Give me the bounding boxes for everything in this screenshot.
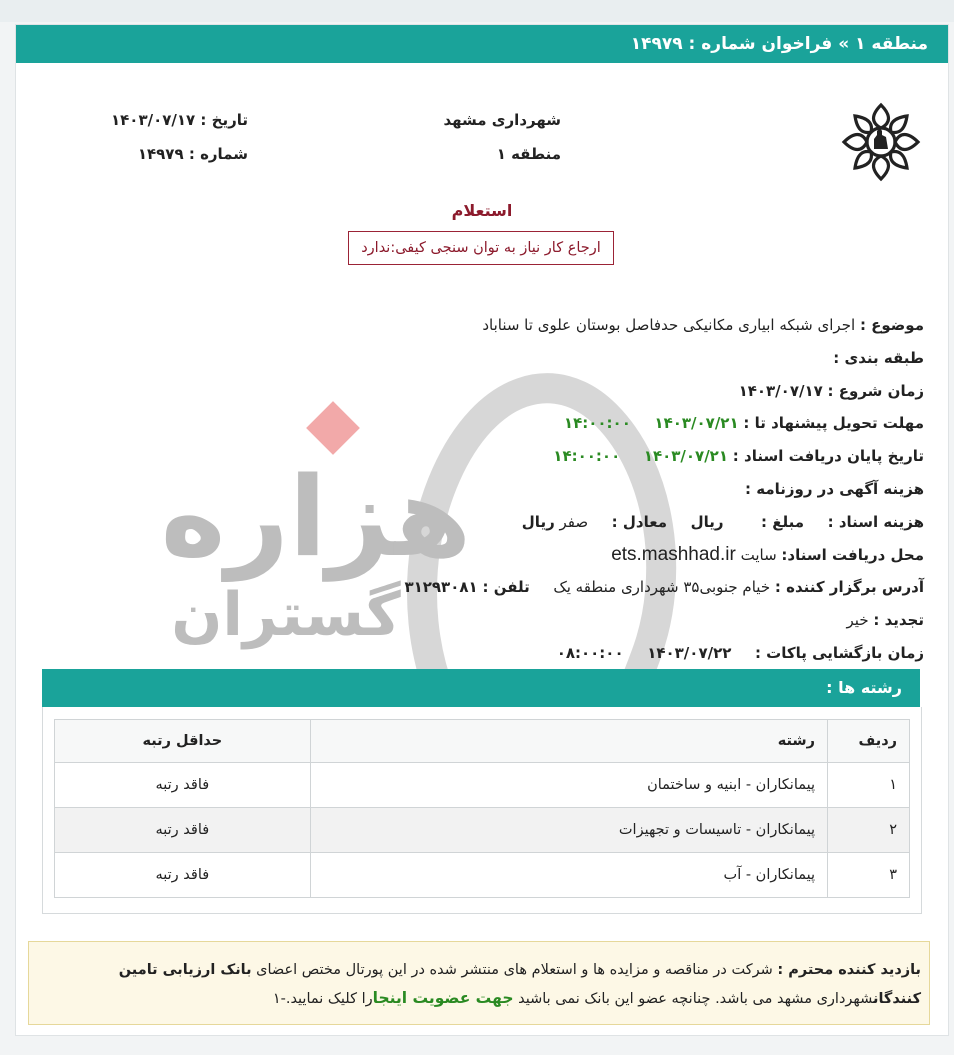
- docs-end-time: ۱۴:۰۰:۰۰: [553, 447, 621, 466]
- col-field-header: رشته: [310, 720, 827, 763]
- col-row-header: ردیف: [828, 720, 910, 763]
- table-row: [55, 853, 910, 898]
- deadline-date: ۱۴۰۳/۰۷/۲۱: [654, 414, 739, 433]
- address-value: خیام جنوبی۳۵ شهرداری منطقه یک: [553, 578, 771, 597]
- equiv-label: معادل :: [611, 512, 667, 531]
- ad-cost-label: هزینه آگهی در روزنامه :: [745, 479, 924, 498]
- top-strip: [0, 0, 954, 22]
- number-text: شماره : ۱۴۹۷۹: [137, 145, 248, 163]
- renew-label: تجدید :: [873, 611, 924, 630]
- watermark-text-2: گستران: [171, 580, 401, 650]
- category-row: [44, 342, 924, 375]
- doc-cost-row: [44, 506, 924, 539]
- place-prefix: سایت: [740, 545, 777, 564]
- notice-text-1: شرکت در مناقصه و مزایده ها و استعلام های منتشر شده در این پورتال مختص اعضای: [256, 962, 773, 978]
- row-index: ۲: [828, 808, 910, 853]
- quality-note-box: ارجاع کار نیاز به توان سنجی کیفی:ندارد: [348, 231, 614, 265]
- docs-end-date: ۱۴۰۳/۰۷/۲۱: [643, 447, 728, 466]
- opening-date: ۱۴۰۳/۰۷/۲۲: [647, 643, 732, 662]
- subject-label: موضوع :: [859, 316, 924, 334]
- phone-label: تلفن :: [482, 578, 530, 597]
- place-site: ets.mashhad.ir: [611, 543, 736, 565]
- details-list: [44, 309, 924, 670]
- row-field: پیمانکاران - تاسیسات و تجهیزات: [310, 808, 827, 853]
- row-field: پیمانکاران - ابنیه و ساختمان: [310, 763, 827, 808]
- rial-label-2: ریال: [521, 512, 555, 531]
- renew-value: خیر: [846, 611, 869, 630]
- amount-label: مبلغ :: [761, 512, 805, 531]
- fields-section-title: رشته ها :: [826, 678, 902, 697]
- opening-row: [44, 637, 924, 670]
- phone-value: ۳۱۲۹۳۰۸۱: [404, 578, 478, 597]
- category-label: طبقه بندی :: [833, 348, 924, 367]
- subject-row: [44, 309, 924, 342]
- watermark-text-1: هزاره: [160, 453, 472, 581]
- deadline-label: مهلت تحویل پیشنهاد تا :: [743, 414, 924, 433]
- equiv-value: صفر: [559, 512, 589, 531]
- start-row: [44, 375, 924, 408]
- inquiry-title: استعلام: [451, 201, 513, 220]
- table-header-row: [55, 720, 910, 763]
- ad-cost-row: [44, 473, 924, 506]
- rial-label-1: ریال: [690, 512, 724, 531]
- fields-table: [54, 719, 910, 898]
- address-label: آدرس برگزار کننده :: [774, 578, 924, 597]
- renew-row: [44, 604, 924, 637]
- notice-bank: بانک ارزیابی تامین کنندگان: [118, 962, 921, 1007]
- tender-card: [15, 24, 949, 1036]
- subject-value: اجرای شبکه ابیاری مکانیکی حدفاصل بوستان علوی تا سناباد: [482, 316, 856, 334]
- date-number-block: [48, 103, 248, 171]
- notice-text-3: را کلیک نمایید.-۱: [272, 991, 373, 1007]
- start-value: ۱۴۰۳/۰۷/۱۷: [738, 381, 823, 400]
- fields-table-wrap: [42, 707, 922, 914]
- opening-label: زمان بازگشایی پاکات :: [754, 643, 924, 662]
- date-text: تاریخ : ۱۴۰۳/۰۷/۱۷: [111, 111, 248, 129]
- organization-block: [411, 103, 561, 171]
- col-rank-header: حداقل رتبه: [55, 720, 311, 763]
- place-row: [44, 539, 924, 572]
- table-row: [55, 808, 910, 853]
- page-header: [16, 25, 948, 63]
- org-name: شهرداری مشهد: [443, 111, 561, 129]
- address-row: [44, 571, 924, 604]
- notice-lead: بازدید کننده محترم :: [777, 962, 921, 978]
- org-region: منطقه ۱: [496, 145, 561, 163]
- opening-time: ۰۸:۰۰:۰۰: [556, 643, 624, 662]
- start-label: زمان شروع :: [827, 381, 924, 400]
- membership-link[interactable]: جهت عضویت اینجا: [372, 989, 514, 1007]
- notice-text-2: شهرداری مشهد می باشد. چنانچه عضو این بانک نمی باشید: [518, 991, 874, 1007]
- row-index: ۱: [828, 763, 910, 808]
- municipality-logo-icon: [836, 97, 926, 187]
- row-rank: فاقد رتبه: [55, 763, 311, 808]
- row-rank: فاقد رتبه: [55, 808, 311, 853]
- row-index: ۳: [828, 853, 910, 898]
- docs-end-label: تاریخ پایان دریافت اسناد :: [732, 447, 924, 466]
- row-field: پیمانکاران - آب: [310, 853, 827, 898]
- row-rank: فاقد رتبه: [55, 853, 311, 898]
- docs-end-row: [44, 440, 924, 473]
- deadline-time: ۱۴:۰۰:۰۰: [563, 414, 631, 433]
- place-label: محل دریافت اسناد:: [781, 545, 924, 564]
- page-title: منطقه ۱ » فراخوان شماره : ۱۴۹۷۹: [630, 34, 928, 54]
- membership-notice: [28, 941, 930, 1025]
- fields-section-header: [42, 669, 920, 707]
- table-row: [55, 763, 910, 808]
- doc-cost-label: هزینه اسناد :: [827, 512, 924, 531]
- deadline-row: [44, 407, 924, 440]
